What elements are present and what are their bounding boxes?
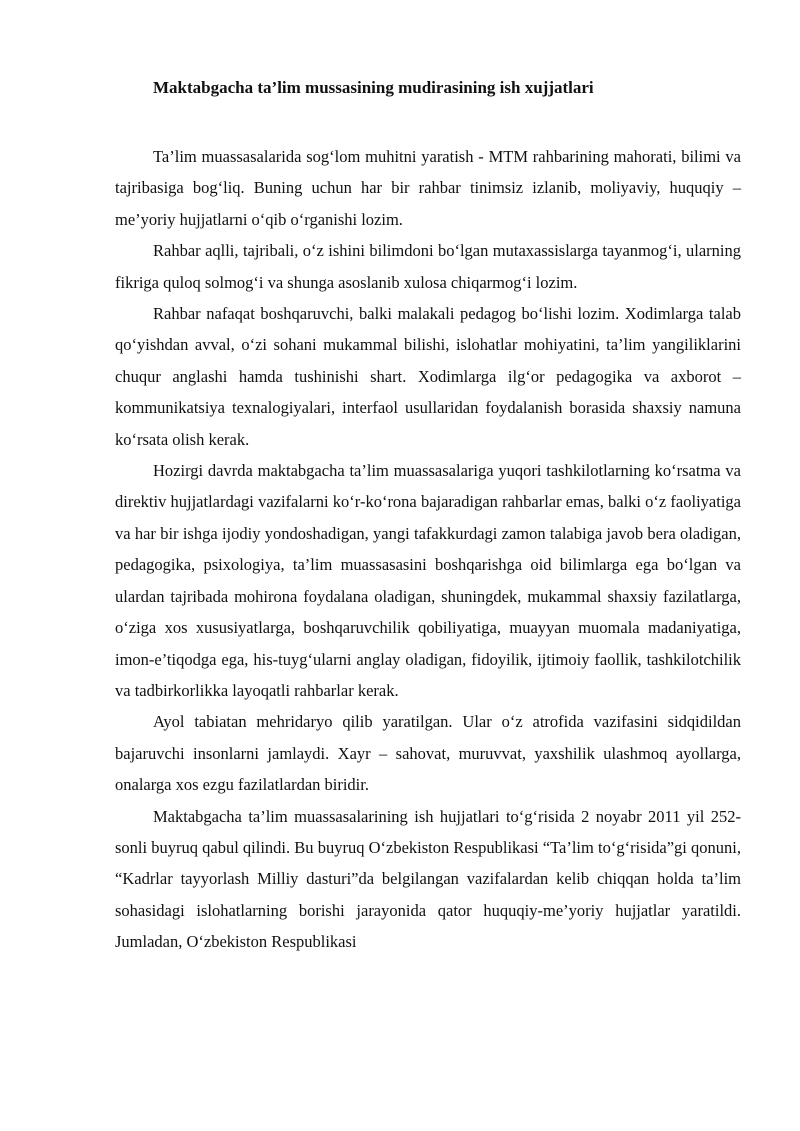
document-page: [115, 74, 741, 958]
paragraph-healthy-environment: Ta’lim muassasalarida sog‘lom muhitni yaratish - MTM rahbarining mahorati, bilimi va tajribasiga bog‘liq. Buning uchun har bir rahbar tinimsiz izlanib, moliyaviy, huquqiy – me’yoriy hujjatlarni o‘qib o‘rganishi lozim.: [115, 147, 741, 229]
paragraph-leader-qualities: Rahbar aqlli, tajribali, o‘z ishini bilimdoni bo‘lgan mutaxassislarga tayanmog‘i, ularning fikriga quloq solmog‘i va shunga asoslanib xulosa chiqarmog‘i lozim.: [115, 241, 741, 292]
paragraph-modern-requirements: Hozirgi davrda maktabgacha ta’lim muassasalariga yuqori tashkilotlarning ko‘rsatma va direktiv hujjatlardagi vazifalarni ko‘r-ko‘rona bajaradigan rahbarlar emas, balki o‘z faoliyatiga va har bir ishga ijodiy yondoshadigan, yangi tafakkurdagi zamon talabiga javob bera oladigan, pedagogika, psixologiya, ta’lim muassasasini boshqarishga oid bilimlarga ega bo‘lgan va ulardan tajribada mohirona foydalana oladigan, shuningdek, mukammal shaxsiy fazilatlarga, o‘ziga xos xususiyatlarga, boshqaruvchilik qobiliyatiga, muayyan muomala madaniyatiga, imon-e’tiqodga ega, his-tuyg‘ularni anglay oladigan, fidoyilik, ijtimoiy faollik, tashkilotchilik va tadbirkorlikka layoqatli rahbarlar kerak.: [115, 461, 741, 700]
document-title: Maktabgacha ta’lim mussasining mudirasining ish xujjatlari: [153, 78, 594, 97]
paragraph-woman-nature: Ayol tabiatan mehridaryo qilib yaratilgan. Ular o‘z atrofida vazifasini sidqidildan bajaruvchi insonlarni jamlaydi. Xayr – sahovat, muruvvat, yaxshilik ulashmoq ayollarga, onalarga xos ezgu fazilatlardan biridir.: [115, 712, 741, 795]
paragraph-order-252: Maktabgacha ta’lim muassasalarining ish hujjatlari to‘g‘risida 2 noyabr 2011 yil 252-sonli buyruq qabul qilindi. Bu buyruq O‘zbekiston Respublikasi “Ta’lim to‘g‘risida”gi qonuni, “Kadrlar tayyorlash Milliy dasturi”da belgilangan vazifalardan kelib chiqqan holda ta’lim sohasidagi islohatlarning borishi jarayonida qator huquqiy-me’yoriy hujjatlar yaratildi. Jumladan, O‘zbekiston Respublikasi: [115, 806, 741, 952]
paragraph-leader-pedagogue: Rahbar nafaqat boshqaruvchi, balki malakali pedagog bo‘lishi lozim. Xodimlarga talab qo‘yishdan avval, o‘zi sohani mukammal bilishi, islohatlar mohiyatini, ta’lim yangiliklarini chuqur anglashi hamda tushinishi shart. Xodimlarga ilg‘or pedagogika va axborot – kommunikatsiya texnalogiyalari, interfaol usullaridan foydalanish borasida shaxsiy namuna ko‘rsata olish kerak.: [115, 304, 741, 449]
